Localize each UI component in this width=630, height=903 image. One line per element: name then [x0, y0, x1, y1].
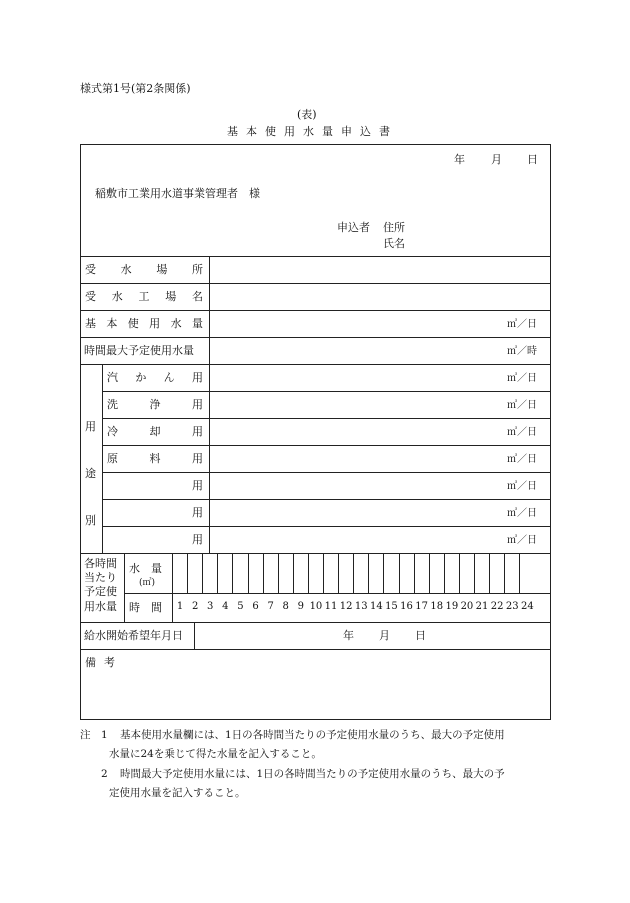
basic-usage-unit: ㎥／日	[507, 319, 537, 330]
usage-item-label: 用	[192, 533, 203, 546]
usage-item-label: 汽 か ん 用	[107, 371, 203, 384]
supply-start-day: 日	[415, 629, 426, 642]
date-month: 月	[491, 153, 502, 166]
hour-label: 3	[207, 601, 214, 612]
usage-item-unit: ㎥／日	[507, 400, 537, 411]
note-1-number: 1	[101, 729, 108, 741]
supply-start-month: 月	[379, 629, 390, 642]
hour-label: 18	[430, 601, 444, 612]
volume-unit: (㎥)	[139, 578, 156, 588]
hour-label: 2	[191, 601, 199, 612]
applicant-address-label: 住所	[383, 221, 405, 234]
hour-label: 22	[490, 601, 504, 612]
hourly-label-2: 当たり	[84, 571, 117, 584]
usage-item-label: 用	[192, 479, 203, 492]
hour-label: 12	[339, 601, 353, 612]
hour-label: 8	[282, 601, 289, 612]
usage-item-unit: ㎥／日	[507, 508, 537, 519]
hour-label: 19	[445, 601, 459, 612]
hour-label: 11	[324, 601, 338, 612]
hour-label: 6	[252, 601, 259, 612]
hour-label: 5	[237, 601, 244, 612]
note-1-line-1: 基本使用水量欄には、1日の各時間当たりの予定使用水量のうち、最大の予定使用	[120, 729, 505, 741]
receiving-factory-label: 受 水 工 場 名	[85, 290, 203, 303]
addressee: 稲敷市工業用水道事業管理者 様	[95, 187, 260, 200]
volume-label: 水 量	[129, 562, 162, 575]
supply-start-year: 年	[343, 629, 354, 642]
application-form	[80, 144, 551, 720]
hour-label: 16	[400, 601, 413, 612]
usage-group-label: 用途別	[85, 420, 96, 527]
usage-item-label: 用	[192, 506, 203, 519]
hour-label: 9	[297, 601, 305, 612]
note-1-line-2: 水量に24を乗じて得た水量を記入すること。	[109, 748, 322, 760]
hour-label: 1	[176, 601, 184, 612]
usage-item-unit: ㎥／日	[507, 427, 537, 438]
hourly-label-4: 用水量	[84, 600, 117, 613]
receiving-place-label: 受 水 場 所	[85, 263, 203, 276]
hour-label: 17	[415, 601, 428, 612]
page-title: 基本使用水量申込書	[227, 125, 398, 138]
time-label: 時 間	[129, 601, 162, 614]
hour-label: 7	[267, 601, 274, 612]
usage-item-unit: ㎥／日	[507, 481, 537, 492]
hour-label: 14	[369, 601, 383, 612]
hour-label: 24	[520, 601, 534, 612]
supply-start-label: 給水開始希望年月日	[84, 629, 183, 642]
applicant-label: 申込者	[337, 221, 370, 234]
note-2-line-1: 時間最大予定使用水量には、1日の各時間当たりの予定使用水量のうち、最大の予	[120, 768, 505, 780]
usage-item-label: 原 料 用	[107, 452, 203, 465]
applicant-name-label: 氏名	[383, 237, 405, 250]
hourly-label-1: 各時間	[84, 557, 117, 570]
notes-prefix: 注	[80, 729, 91, 741]
usage-item-unit: ㎥／日	[507, 535, 537, 546]
usage-item-label: 冷 却 用	[107, 425, 203, 438]
date-day: 日	[527, 153, 538, 166]
date-year: 年	[454, 153, 465, 166]
remarks-label: 備考	[85, 656, 123, 669]
hour-label: 20	[460, 601, 474, 612]
hour-label: 15	[385, 601, 398, 612]
usage-item-label: 洗 浄 用	[107, 398, 203, 411]
hour-label: 13	[354, 601, 368, 612]
hour-label: 4	[222, 601, 229, 612]
usage-item-unit: ㎥／日	[507, 373, 537, 384]
max-hourly-unit: ㎥／時	[507, 346, 537, 357]
hour-label: 21	[475, 601, 489, 612]
front-label: (表)	[297, 108, 317, 121]
max-hourly-label: 時間最大予定使用水量	[84, 344, 194, 357]
usage-item-unit: ㎥／日	[507, 454, 537, 465]
hour-label: 23	[505, 601, 519, 612]
form-number: 様式第1号(第2条関係)	[80, 82, 191, 95]
hourly-label-3: 予定使	[84, 585, 117, 598]
hour-label: 10	[309, 601, 323, 612]
note-2-line-2: 定使用水量を記入すること。	[109, 787, 246, 799]
note-2-number: 2	[101, 768, 108, 780]
basic-usage-label: 基 本 使 用 水 量	[85, 317, 203, 330]
